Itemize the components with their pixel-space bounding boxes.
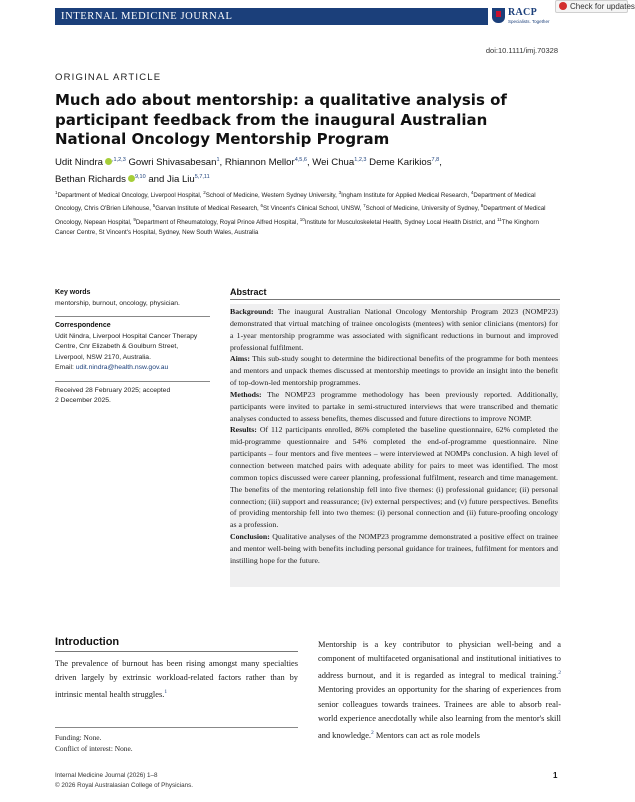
doi-link[interactable]: doi:10.1111/imj.70328 <box>485 46 558 55</box>
author-affil-ref: 1,2,3 <box>354 157 367 163</box>
affil-text: Department of Rheumatology, Royal Prince Alfred Hospital, <box>135 218 299 226</box>
affil-number: 4 <box>470 190 474 195</box>
body-paragraph-right <box>318 638 561 743</box>
abstract-label: Aims: <box>230 354 250 364</box>
affil-number: 8 <box>480 203 484 209</box>
author-name[interactable]: Gowri Shivasabesan <box>128 157 217 169</box>
email-link[interactable]: udit.nindra@health.nsw.gov.au <box>75 364 169 371</box>
affil-number: 7 <box>363 203 366 209</box>
journal-name-banner: INTERNAL MEDICINE JOURNAL <box>55 8 558 25</box>
author-affil-ref: 4,5,6 <box>294 157 307 163</box>
body-text: Mentorship is a key contributor to physician well-being and a component of multifaceted organisational and institutional initiatives to address burnout, and it is regarded as integral to medical training. <box>318 640 561 681</box>
abstract-aims <box>230 353 558 389</box>
author-name[interactable]: Jia Liu <box>167 174 195 186</box>
author-name[interactable]: Wei Chua <box>312 157 355 169</box>
email-label: Email: <box>55 364 74 371</box>
body-text: Mentors can act as role models <box>373 730 480 740</box>
article-title: Much ado about mentorship: a qualitative analysis of participant feedback from the inaugural Australian National Oncology Mentorship Program <box>55 91 507 148</box>
correspondence-line: Centre, Cnr Elizabeth & Goulburn Street, <box>55 343 179 350</box>
author-name[interactable]: Udit Nindra <box>55 157 103 169</box>
racp-shield-icon <box>492 8 505 23</box>
conflict-line: Conflict of interest: None. <box>55 744 133 753</box>
affil-number: 6 <box>260 203 264 209</box>
affil-number: 5 <box>152 203 156 209</box>
citation-ref[interactable]: 2 <box>371 730 374 737</box>
affil-number: 10 <box>299 216 305 222</box>
affil-number: 2 <box>203 190 206 195</box>
affil-text: Department of Medical Oncology, Liverpool Hospital, <box>57 192 202 200</box>
abstract-text: The inaugural Australian National Oncology Mentorship Program 2023 (NOMP23) demonstrated that virtual matching of trainee oncologists (mentees) with senior clinicians (mentors) for a 1-year mentorship programme was associated with significant reductions in burnout and improved professional fulfilment. <box>230 307 558 352</box>
racp-logo <box>488 5 563 29</box>
affil-text: The Kinghorn Cancer Centre, St Vincent's Hospital, Sydney, New South Wales, Australia <box>55 218 539 237</box>
footer-journal-line: Internal Medicine Journal (2026) 1–8 <box>55 772 158 779</box>
introduction-heading: Introduction <box>55 636 120 648</box>
received-date-line: Received 28 February 2025; accepted <box>55 386 171 394</box>
author-affil-ref: 1,2,3 <box>113 157 126 163</box>
keywords-list: mentorship, burnout, oncology, physician. <box>55 299 180 307</box>
funding-statement <box>55 727 298 754</box>
correspondence-email-line <box>55 363 210 374</box>
abstract-label: Conclusion: <box>230 532 270 542</box>
sidebar-divider <box>55 316 210 317</box>
affil-text: Department of Medical Oncology, Chris O'Brien Lifehouse, <box>55 192 536 213</box>
check-for-updates-button[interactable] <box>555 0 635 13</box>
abstract-label: Results: <box>230 425 257 435</box>
abstract-conclusion <box>230 531 558 567</box>
abstract-label: Methods: <box>230 389 262 399</box>
affil-text: School of Medicine, Western Sydney University, <box>205 192 337 200</box>
racp-logo-tagline: Specialists. Together <box>508 19 550 24</box>
affil-text: Institute for Musculoskeletal Health, Sydney Local Health District, and <box>304 218 496 226</box>
author-name[interactable]: Bethan Richards <box>55 174 126 186</box>
author-name[interactable]: Deme Karikios <box>369 157 432 169</box>
body-text: Mentoring provides an opportunity for the sharing of experiences from senior colleagues towards trainees. Trainees are able to absorb real-world experience anecdotally while also learning from the mentor's skill and knowledge. <box>318 685 561 740</box>
affil-number: 3 <box>338 190 342 195</box>
sidebar-divider <box>55 381 210 382</box>
footer-copyright: © 2026 Royal Australasian College of Physicians. <box>55 781 193 789</box>
keywords-heading: Key words <box>55 289 91 296</box>
affil-number: 9 <box>133 216 136 222</box>
correspondence-line: Liverpool, NSW 2170, Australia. <box>55 353 151 361</box>
author-affil-ref: 5,7,11 <box>194 174 210 181</box>
affil-text: St Vincent's Clinical School, UNSW, <box>263 205 362 213</box>
author-affil-ref: 9,10 <box>134 174 146 181</box>
correspondence-line: Udit Nindra, Liverpool Hospital Cancer Therapy <box>55 332 198 340</box>
affil-text: Department of Medical Oncology, Nepean Hospital, <box>55 205 546 226</box>
abstract-text: Of 112 participants enrolled, 86% completed the baseline questionnaire, 62% completed the mid-programme questionnaire and 54% completed the end-of-programme questionnaire. Nine participants – four mentors and five mentees – were interviewed at NOMPs conclusion. A high level of connection between matched pairs with adequate ability for pairs to meet was identified. The most common topics discussed were career planning, professional fulfilment, research and time management. The benefits of the mentoring relationship fell into five themes: (i) professional guidance; (ii) personal connection; (iii) support and reassurance; (iv) external perspectives; and (v) future perspectives. Benefits of providing mentorship fell into two themes: (i) personal connection and (ii) future-proofing oncology as a profession. <box>230 425 558 530</box>
abstract-text: The NOMP23 programme methodology has been previously reported. Additionally, participants were invited to partake in semi-structured interviews that were transcribed and thematic analyses conducted to assess benefits, themes discussed and future directions to improve NOMP. <box>230 389 558 423</box>
abstract-heading: Abstract <box>230 287 267 297</box>
abstract-results <box>230 424 558 531</box>
abstract-methods <box>230 389 558 425</box>
affil-number: 1 <box>55 190 58 195</box>
author-affil-ref: , <box>112 157 114 163</box>
check-for-updates-label: Check for updates <box>570 2 635 11</box>
page-footer <box>55 771 193 790</box>
abstract-background <box>230 306 558 353</box>
affil-text: Garvan Institute of Medical Research, <box>155 205 259 213</box>
page-number: 1 <box>553 771 558 780</box>
affiliations <box>55 188 555 238</box>
article-type: ORIGINAL ARTICLE <box>55 72 162 83</box>
abstract-body <box>230 304 560 587</box>
citation-ref[interactable]: 2 <box>558 670 561 677</box>
author-affil-ref: 1 <box>216 157 220 163</box>
author-affil-ref: 7,8 <box>431 157 440 163</box>
introduction-divider <box>55 651 298 652</box>
author-separator: , <box>306 157 310 169</box>
correspondence-heading: Correspondence <box>55 322 111 329</box>
author-list <box>55 153 555 187</box>
affil-number: 11 <box>497 216 502 222</box>
orcid-icon[interactable] <box>105 158 112 165</box>
abstract-divider <box>230 299 560 300</box>
abstract-text: Qualitative analyses of the NOMP23 programme demonstrated a positive effect on trainee and mentor well-being with benefits including personal guidance for trainees, fulfilment for mentors and instilling hope for the future. <box>230 532 558 565</box>
author-separator: , <box>219 157 223 169</box>
citation-ref[interactable]: 1 <box>164 689 168 696</box>
author-separator: , <box>439 157 442 169</box>
affil-text: School of Medicine, University of Sydney, <box>365 205 480 213</box>
affil-text: Ingham Institute for Applied Medical Research, <box>341 192 470 200</box>
author-name[interactable]: Rhiannon Mellor <box>224 157 295 169</box>
article-sidebar <box>55 288 210 407</box>
crossmark-icon <box>559 2 567 10</box>
abstract-text: This sub-study sought to determine the bidirectional benefits of the programme for both mentees and mentors and unpack themes discussed at mentorship meetings to provide an insight into the benefit of top-down-led mentorship programmes. <box>230 354 558 388</box>
funding-line: Funding: None. <box>55 733 102 742</box>
racp-logo-text: RACP <box>508 7 537 18</box>
orcid-icon[interactable] <box>128 175 135 182</box>
introduction-paragraph <box>55 657 298 702</box>
abstract-label: Background: <box>230 307 274 316</box>
author-connector-and: and <box>148 174 165 186</box>
body-text: The prevalence of burnout has been rising amongst many specialties driven largely by extrinsic workload-related factors rather than by intrinsic mental health struggles. <box>55 659 298 700</box>
received-date-line: 2 December 2025. <box>55 397 111 404</box>
